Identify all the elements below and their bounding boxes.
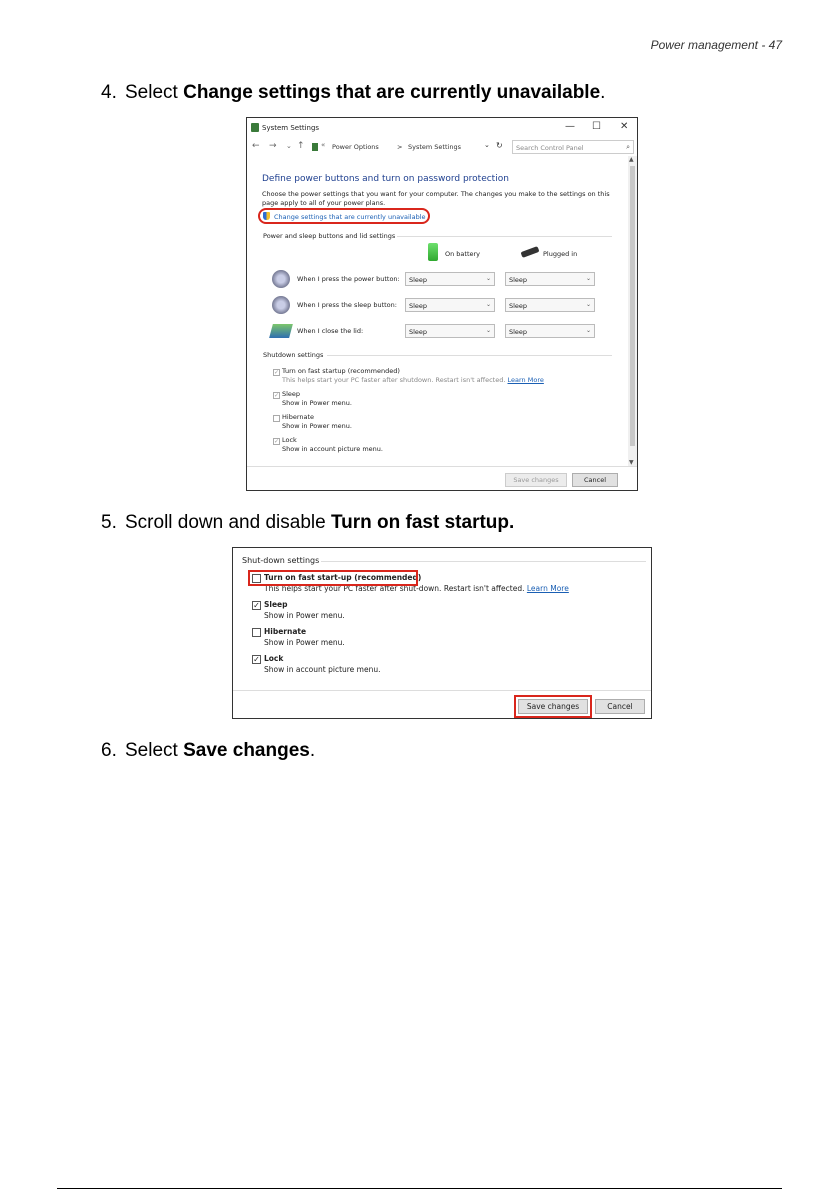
page-description: Choose the power settings that you want for your computer. The changes you make to the settings on this page apply to all of your power plans.	[262, 190, 610, 207]
option-desc: Show in Power menu.	[282, 422, 352, 430]
sleep-checkbox[interactable]: ✓	[274, 392, 280, 399]
control-panel-icon	[312, 143, 318, 151]
option-title: Turn on fast startup (recommended)	[282, 367, 400, 375]
option-desc: Show in Power menu.	[282, 399, 352, 407]
highlight-box	[514, 695, 592, 718]
hibernate-option	[264, 626, 345, 648]
window-title: System Settings	[262, 124, 320, 132]
shutdown-settings-panel	[232, 547, 652, 719]
address-bar[interactable]	[312, 140, 503, 154]
step-suffix: .	[309, 740, 316, 761]
power-button-icon	[272, 270, 290, 288]
select-value: Sleep	[509, 328, 528, 336]
lid-plugged-select[interactable]	[505, 324, 595, 338]
address-row	[247, 139, 637, 155]
close-icon[interactable]: ✕	[620, 121, 629, 132]
hibernate-option	[282, 413, 352, 431]
window-titlebar	[247, 118, 637, 138]
hibernate-checkbox[interactable]	[273, 415, 280, 422]
option-desc: Show in account picture menu.	[282, 445, 383, 453]
option-title: Hibernate	[282, 413, 315, 421]
step-number: 5.	[101, 512, 117, 533]
lock-option	[264, 653, 381, 675]
page-title: Define power buttons and turn on password protection	[262, 174, 509, 184]
step-suffix: .	[600, 82, 606, 103]
lock-checkbox[interactable]: ✓	[253, 655, 260, 664]
option-title: Turn on fast start-up (recommended)	[264, 573, 422, 582]
scrollbar-thumb[interactable]	[630, 166, 635, 446]
sleep-checkbox[interactable]: ✓	[253, 601, 260, 610]
option-desc: Show in Power menu.	[264, 638, 345, 647]
learn-more-link[interactable]: Learn More	[507, 376, 544, 384]
section-divider	[397, 236, 612, 237]
step-text: Select	[125, 740, 184, 761]
lid-battery-select[interactable]	[405, 324, 495, 338]
option-title: Sleep	[264, 600, 288, 609]
select-value: Sleep	[409, 302, 428, 310]
power-button-battery-select[interactable]	[405, 272, 495, 286]
battery-icon	[428, 243, 438, 261]
chevron-down-icon: ⌄	[485, 301, 491, 308]
footer-rule	[57, 1188, 782, 1189]
recent-chevron-icon[interactable]: ⌄	[286, 142, 292, 150]
section-divider	[327, 355, 612, 356]
minimize-icon[interactable]: —	[565, 121, 575, 132]
section-divider	[321, 561, 646, 562]
save-changes-button[interactable]: Save changes	[518, 699, 588, 714]
step-number: 6.	[101, 740, 117, 761]
chevron-down-icon: ⌄	[585, 327, 591, 334]
sleep-button-battery-select[interactable]	[405, 298, 495, 312]
chevron-down-icon: ⌄	[585, 301, 591, 308]
sleep-button-icon	[272, 296, 290, 314]
hibernate-checkbox[interactable]	[252, 628, 261, 637]
chevron-down-icon: ⌄	[585, 275, 591, 282]
step-6	[101, 740, 315, 762]
forward-arrow-icon[interactable]: →	[269, 141, 277, 151]
option-desc: Show in account picture menu.	[264, 665, 381, 674]
fast-startup-checkbox[interactable]: ✓	[274, 369, 280, 376]
step-emphasis: Turn on fast startup.	[330, 512, 515, 533]
option-desc: This helps start your PC faster after shutdown. Restart isn't affected.	[282, 376, 506, 384]
up-arrow-icon[interactable]: ↑	[297, 141, 305, 151]
col-plugged-in: Plugged in	[543, 250, 578, 258]
chevron-down-icon: ⌄	[485, 327, 491, 334]
shutdown-section-title: Shutdown settings	[263, 351, 324, 359]
search-input[interactable]	[512, 140, 634, 154]
step-text: Select	[125, 82, 184, 103]
save-changes-button[interactable]: Save changes	[505, 473, 567, 487]
more-locations-icon[interactable]: «	[321, 141, 326, 149]
sleep-button-plugged-select[interactable]	[505, 298, 595, 312]
cancel-button[interactable]: Cancel	[572, 473, 618, 487]
lock-option	[282, 436, 383, 454]
fast-startup-option	[282, 367, 544, 385]
button-bar-divider	[233, 690, 651, 691]
maximize-icon[interactable]: ☐	[592, 121, 601, 132]
breadcrumb-separator: >	[397, 143, 403, 151]
step-5	[101, 512, 514, 534]
step-number: 4.	[101, 82, 117, 103]
shutdown-section-title: Shut-down settings	[242, 556, 320, 565]
highlight-box	[248, 570, 418, 586]
control-panel-icon	[251, 123, 259, 132]
breadcrumb-system-settings[interactable]: System Settings	[408, 143, 461, 151]
scroll-down-icon[interactable]: ▼	[629, 459, 634, 466]
highlight-oval	[258, 208, 430, 224]
chevron-down-icon[interactable]: ⌄	[484, 141, 490, 149]
laptop-lid-icon	[269, 324, 293, 338]
row-label: When I press the power button:	[297, 275, 400, 283]
learn-more-link[interactable]: Learn More	[526, 584, 569, 593]
button-bar-divider	[247, 466, 637, 467]
option-title: Lock	[282, 436, 297, 444]
plug-icon	[521, 246, 540, 258]
sleep-option	[282, 390, 352, 408]
select-value: Sleep	[509, 302, 528, 310]
option-title: Lock	[264, 654, 284, 663]
page-header: Power management - 47	[650, 38, 782, 52]
select-value: Sleep	[409, 328, 428, 336]
lock-checkbox[interactable]: ✓	[274, 438, 280, 445]
breadcrumb-power-options[interactable]: Power Options	[332, 143, 379, 151]
sleep-option	[264, 599, 345, 621]
change-settings-label: Change settings that are currently unavailable	[274, 213, 426, 221]
col-on-battery: On battery	[445, 250, 481, 258]
row-label: When I close the lid:	[297, 327, 364, 335]
option-desc: This helps start your PC faster after shut-down. Restart isn't affected.	[264, 584, 525, 593]
vertical-scrollbar[interactable]	[628, 156, 637, 466]
chevron-down-icon: ⌄	[485, 275, 491, 282]
system-settings-window	[246, 117, 638, 491]
power-section-title: Power and sleep buttons and lid settings	[263, 232, 396, 240]
step-4	[101, 82, 605, 104]
option-desc: Show in Power menu.	[264, 611, 345, 620]
scroll-up-icon[interactable]: ▲	[629, 156, 634, 163]
step-text: Scroll down and disable	[125, 512, 331, 533]
power-button-plugged-select[interactable]	[505, 272, 595, 286]
select-value: Sleep	[509, 276, 528, 284]
step-emphasis: Save changes	[183, 740, 310, 761]
search-placeholder: Search Control Panel	[516, 144, 584, 152]
back-arrow-icon[interactable]: ←	[252, 141, 260, 151]
cancel-button[interactable]: Cancel	[595, 699, 645, 714]
select-value: Sleep	[409, 276, 428, 284]
refresh-icon[interactable]: ↻	[496, 141, 503, 150]
option-title: Sleep	[282, 390, 301, 398]
option-title: Hibernate	[264, 627, 307, 636]
row-label: When I press the sleep button:	[297, 301, 397, 309]
step-emphasis: Change settings that are currently unavailable	[183, 82, 601, 103]
search-icon: ⌕	[626, 143, 630, 151]
